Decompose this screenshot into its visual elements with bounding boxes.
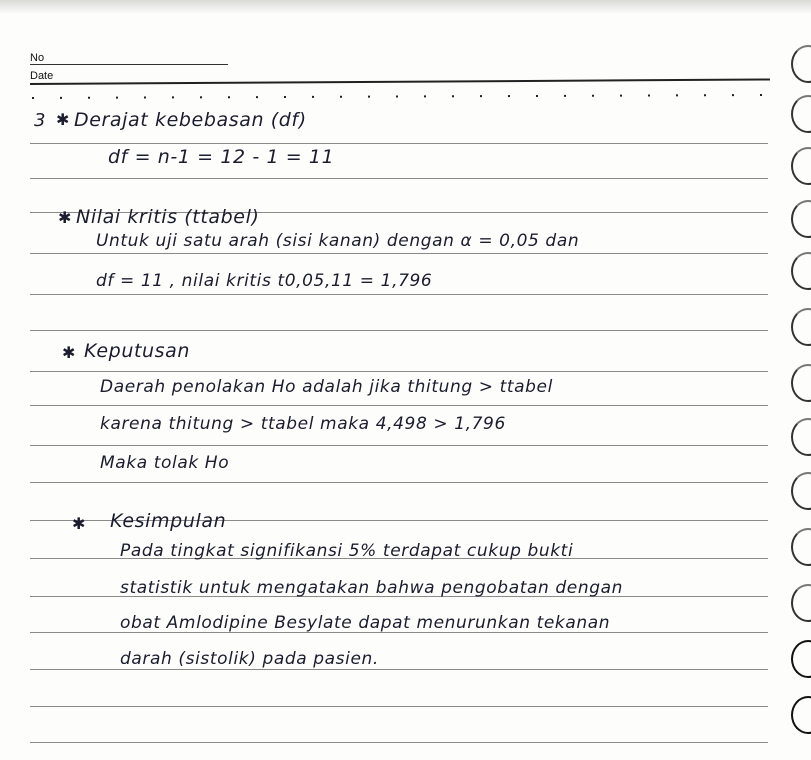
heading-keputusan: Keputusan xyxy=(84,340,191,362)
binder-ring xyxy=(791,640,811,678)
binder-ring xyxy=(791,696,811,734)
binder-ring xyxy=(791,45,811,83)
kesimpulan-line-1: Pada tingkat signifikansi 5% terdapat cukup bukti xyxy=(120,541,574,561)
binder-ring xyxy=(791,200,811,238)
ruled-line xyxy=(30,143,768,144)
bullet-star-icon: ✱ xyxy=(72,514,86,533)
ruled-line xyxy=(30,253,768,254)
df-formula: df = n-1 = 12 - 1 = 11 xyxy=(108,146,335,168)
binder-ring xyxy=(791,418,811,456)
binder-ring xyxy=(791,308,811,346)
dotted-rule xyxy=(22,93,782,103)
bullet-star-icon: ✱ xyxy=(62,343,76,362)
binder-ring xyxy=(791,147,811,185)
binder-ring xyxy=(791,252,811,290)
bullet-star-icon: ✱ xyxy=(56,110,70,129)
margin-number: 3 xyxy=(34,110,47,131)
heading-derajat: Derajat kebebasan (df) xyxy=(74,109,307,131)
no-line xyxy=(30,64,228,65)
ruled-line xyxy=(30,178,768,179)
binder-ring xyxy=(791,364,811,402)
kesimpulan-line-2: statistik untuk mengatakan bahwa pengobatan dengan xyxy=(120,578,623,598)
keputusan-line-1: Daerah penolakan Ho adalah jika thitung > ttabel xyxy=(100,377,553,397)
ruled-line xyxy=(30,445,768,446)
kesimpulan-line-4: darah (sistolik) pada pasien. xyxy=(120,649,379,669)
keputusan-line-3: Maka tolak Ho xyxy=(100,453,230,473)
date-line xyxy=(30,78,770,85)
binder-ring xyxy=(791,528,811,566)
ruled-line xyxy=(30,482,768,483)
date-label: Date xyxy=(30,70,54,82)
heading-nilai-kritis: Nilai kritis (ttabel) xyxy=(76,206,260,228)
nilai-kritis-line-2: df = 11 , nilai kritis t0,05,11 = 1,796 xyxy=(96,271,433,291)
ruled-line xyxy=(30,706,768,707)
ruled-line xyxy=(30,294,768,295)
ruled-line xyxy=(30,330,768,331)
ruled-line xyxy=(30,371,768,372)
kesimpulan-line-3: obat Amlodipine Besylate dapat menurunkan tekanan xyxy=(120,613,611,633)
binder-ring xyxy=(791,584,811,622)
keputusan-line-2: karena thitung > ttabel maka 4,498 > 1,796 xyxy=(100,414,506,434)
bullet-star-icon: ✱ xyxy=(58,208,72,227)
heading-kesimpulan: Kesimpulan xyxy=(110,510,227,532)
page-top-shadow xyxy=(0,0,811,14)
ruled-line xyxy=(30,405,768,406)
binder-ring xyxy=(791,472,811,510)
no-label: No xyxy=(30,52,45,64)
binder-ring xyxy=(791,95,811,133)
nilai-kritis-line-1: Untuk uji satu arah (sisi kanan) dengan α = 0,05 dan xyxy=(96,231,580,251)
ruled-line xyxy=(30,742,768,743)
